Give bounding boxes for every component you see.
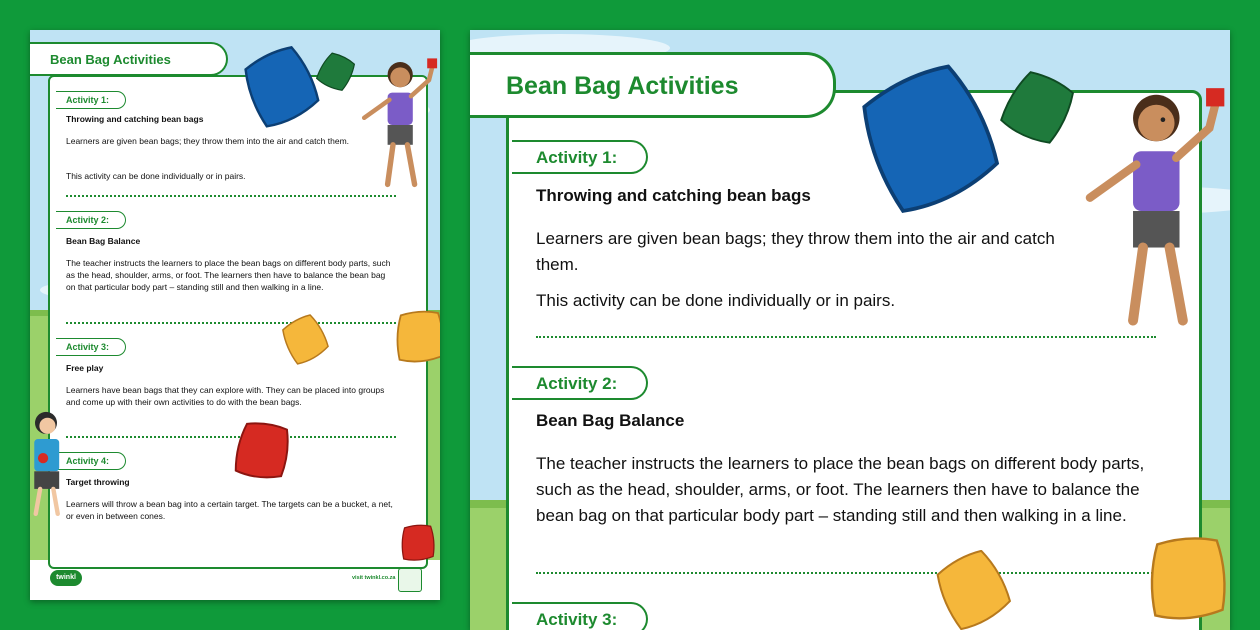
worksheet-thumbnail[interactable]	[30, 30, 440, 600]
bean-bag-icon	[390, 298, 440, 376]
zoomed-activity-1-label: Activity 1:	[512, 140, 648, 174]
zoomed-activity-2-label: Activity 2:	[512, 366, 648, 400]
curriculum-badge-icon	[398, 568, 422, 592]
bean-bag-icon	[240, 42, 322, 132]
thumbnail-activity-1-text-2: This activity can be done individually or in pairs.	[66, 171, 246, 181]
child-illustration-icon	[348, 50, 438, 200]
zoomed-title: Bean Bag Activities	[506, 72, 739, 100]
thumbnail-activity-2-label: Activity 2:	[56, 211, 126, 229]
thumbnail-divider-2	[66, 322, 396, 324]
thumbnail-activity-4-text-1: Learners will throw a bean bag into a certain target. The targets can be a bucket, a net, or even in between cones.	[66, 499, 393, 521]
zoomed-title-tab	[470, 52, 836, 118]
thumbnail-activity-2-text-1: The teacher instructs the learners to place the bean bags on different body parts, such as the head, shoulder, arms, or foot. The learners then have to balance the bean bag on that particular body part – standing still and then walking in a line.	[66, 258, 391, 292]
twinkl-logo-icon: twinkl	[50, 570, 82, 586]
thumbnail-activity-4-label: Activity 4:	[56, 452, 126, 470]
zoomed-activity-1-heading: Throwing and catching bean bags	[536, 186, 811, 205]
bean-bag-icon	[230, 415, 295, 487]
child-illustration-icon	[30, 380, 68, 545]
thumbnail-activity-3-text-1: Learners have bean bags that they can explore with. They can be placed into groups and come up with their own activities to do with the bean bags.	[66, 385, 385, 407]
child-illustration-icon	[1060, 66, 1226, 356]
worksheet-zoomed[interactable]	[470, 30, 1230, 630]
zoomed-activity-2-text-1: The teacher instructs the learners to place the bean bags on different body parts, such as the head, shoulder, arms, or foot. The learners then have to balance the bean bag on that particular body part – standing still and then walking in a line.	[536, 454, 1145, 525]
bean-bag-icon	[280, 312, 330, 367]
bean-bag-icon	[1140, 528, 1230, 630]
zoomed-activity-2-heading: Bean Bag Balance	[536, 411, 685, 430]
thumbnail-activity-3-heading: Free play	[66, 363, 104, 373]
bean-bag-icon	[854, 56, 1004, 222]
thumbnail-title-tab	[30, 42, 228, 76]
thumbnail-title: Bean Bag Activities	[50, 52, 171, 67]
bean-bag-icon	[392, 522, 440, 564]
thumbnail-divider-1	[66, 195, 396, 197]
thumbnail-activity-3-label: Activity 3:	[56, 338, 126, 356]
zoomed-activity-3-label: Activity 3:	[512, 602, 648, 630]
thumbnail-activity-1-heading: Throwing and catching bean bags	[66, 114, 204, 124]
thumbnail-activity-1-label: Activity 1:	[56, 91, 126, 109]
thumbnail-activity-2-heading: Bean Bag Balance	[66, 236, 141, 246]
zoomed-activity-1-text-2: This activity can be done individually or in pairs.	[536, 291, 896, 310]
thumbnail-footer-url[interactable]: visit twinkl.co.za	[352, 575, 396, 581]
thumbnail-activity-1-text-1: Learners are given bean bags; they throw them into the air and catch them.	[66, 136, 350, 146]
zoomed-divider-2	[536, 572, 1156, 574]
thumbnail-activity-4-heading: Target throwing	[66, 477, 130, 487]
zoomed-activity-1-text-1: Learners are given bean bags; they throw them into the air and catch them.	[536, 229, 1055, 274]
bean-bag-icon	[928, 550, 1018, 630]
